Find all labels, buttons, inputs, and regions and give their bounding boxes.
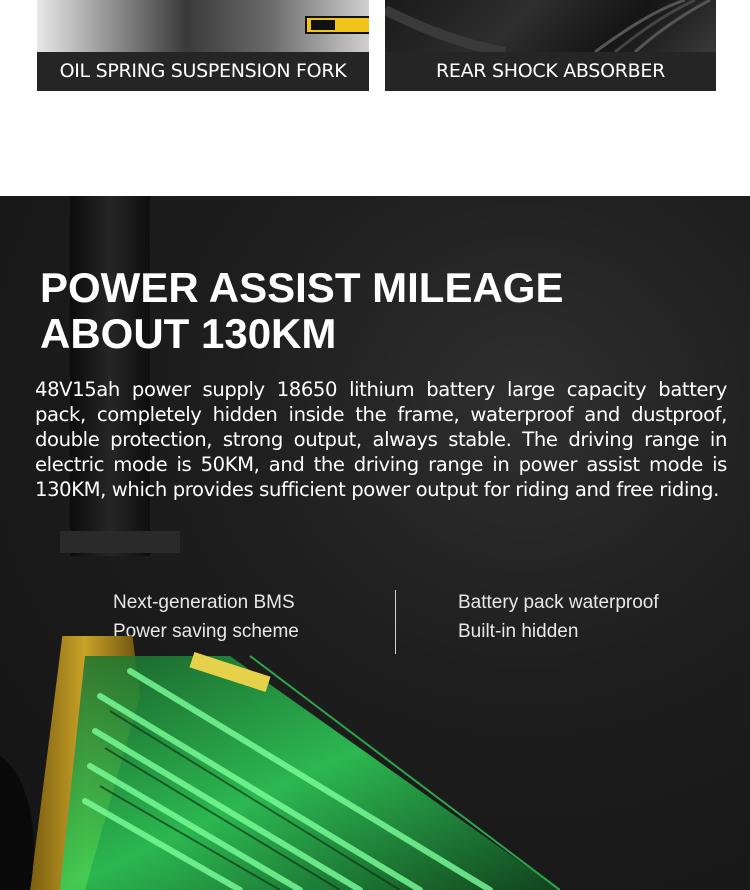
- section-headline: [40, 265, 720, 357]
- display-unit-icon: [305, 16, 369, 34]
- headline-line-2: ABOUT 130KM: [40, 310, 337, 357]
- shock-absorber-card: [385, 0, 716, 91]
- feature-waterproof-line-2: Built-in hidden: [458, 621, 579, 642]
- feature-bms-line-2: Power saving scheme: [113, 621, 299, 642]
- shock-absorber-image: [385, 0, 716, 52]
- section-description: 48V15ah power supply 18650 lithium battery large capacity battery pack, completely hidden inside the frame, waterproof and dustproof, double protection, strong output, always stable. The driving range in electric mode is 50KM, and the driving range in power assist mode is 130KM, which provides sufficient power output for riding and free riding.: [35, 378, 727, 501]
- shock-absorber-label: REAR SHOCK ABSORBER: [385, 52, 716, 91]
- suspension-fork-card: [37, 0, 369, 91]
- suspension-fork-label: OIL SPRING SUSPENSION FORK: [37, 52, 369, 91]
- shock-cables-icon: [385, 0, 716, 52]
- headline-line-1: POWER ASSIST MILEAGE: [40, 264, 564, 311]
- battery-pack-image: [0, 636, 750, 890]
- top-section: [0, 0, 750, 196]
- suspension-fork-image: [37, 0, 369, 52]
- feature-waterproof-line-1: Battery pack waterproof: [458, 592, 659, 613]
- battery-section: [0, 196, 750, 890]
- feature-bms-line-1: Next-generation BMS: [113, 592, 295, 613]
